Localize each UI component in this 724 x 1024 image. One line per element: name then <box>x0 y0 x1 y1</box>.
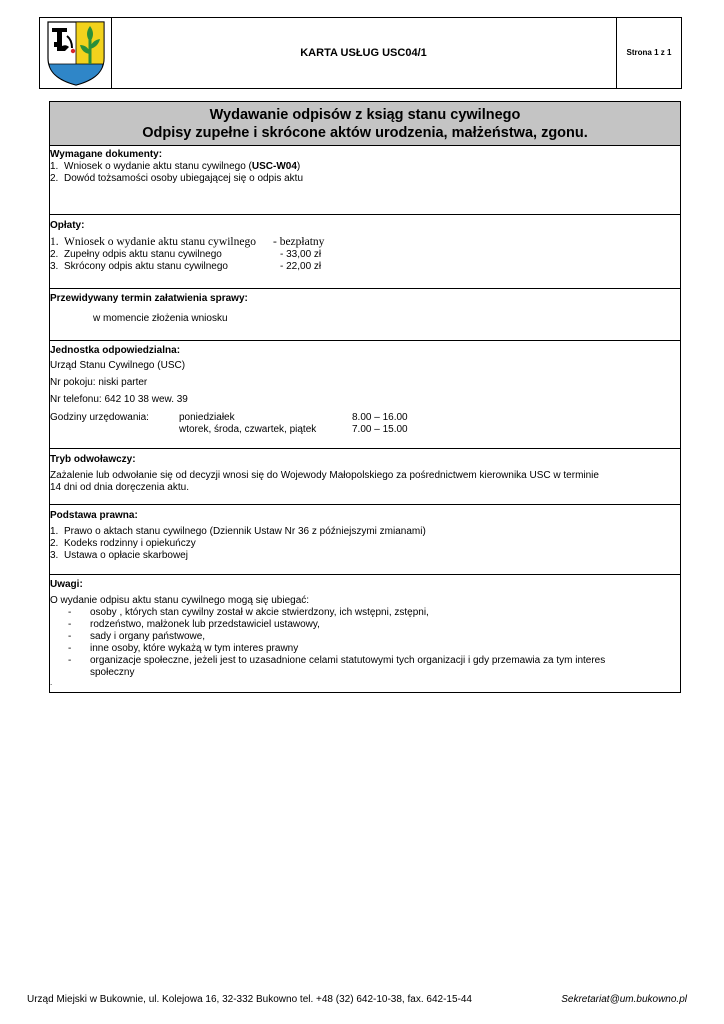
required-documents-section <box>50 149 680 185</box>
notes-heading: Uwagi: <box>50 579 83 590</box>
appeal-text: 14 dni od dnia doręczenia aktu. <box>50 482 189 493</box>
fee-row: 1. Wniosek o wydanie aktu stanu cywilnego - bezpłatny <box>50 236 325 248</box>
list-item: 1. Prawo o aktach stanu cywilnego (Dziennik Ustaw Nr 36 z późniejszymi zmianami) <box>50 526 426 537</box>
notes-section <box>50 579 680 687</box>
fee-row: 3. Skrócony odpis aktu stanu cywilnego - 22,00 zł <box>50 261 322 272</box>
office-days: poniedziałek <box>179 412 235 423</box>
deadline-heading: Przewidywany termin załatwienia sprawy: <box>50 293 248 304</box>
deadline-text: w momencie złożenia wniosku <box>93 313 228 324</box>
divider <box>50 504 680 505</box>
footer-email[interactable]: Sekretariat@um.bukowno.pl <box>561 994 687 1005</box>
office-days: wtorek, środa, czwartek, piątek <box>179 424 317 435</box>
office-hours <box>50 412 680 436</box>
divider <box>50 448 680 449</box>
list-item: 2. Dowód tożsamości osoby ubiegającej się o odpis aktu <box>50 173 304 184</box>
room-number: Nr pokoju: niski parter <box>50 377 148 388</box>
list-item-continuation: społeczny <box>90 667 135 678</box>
legal-basis-heading: Podstawa prawna: <box>50 510 138 521</box>
phone-number: Nr telefonu: 642 10 38 wew. 39 <box>50 394 188 405</box>
fee-row: 2. Zupełny odpis aktu stanu cywilnego - 33,00 zł <box>50 249 322 260</box>
divider <box>50 340 680 341</box>
list-item: - osoby , których stan cywilny został w akcie stwierdzony, ich wstępni, zstępni, <box>68 607 429 618</box>
divider <box>50 288 680 289</box>
appeal-text: Zażalenie lub odwołanie się od decyzji wnosi się do Wojewody Małopolskiego za pośrednictwem kierownika USC w terminie <box>50 470 599 481</box>
office-time: 7.00 – 15.00 <box>352 424 408 435</box>
service-title-block <box>50 102 680 146</box>
fees-section <box>50 220 680 273</box>
appeal-section <box>50 454 680 494</box>
list-item: - inne osoby, które wykażą w tym interes prawny <box>68 643 299 654</box>
logo-cell <box>40 18 112 88</box>
responsible-unit-section <box>50 345 680 436</box>
card-title: KARTA USŁUG USC04/1 <box>111 18 617 88</box>
header-table <box>39 17 682 89</box>
divider <box>50 574 680 575</box>
footer <box>27 994 687 1005</box>
fees-heading: Opłaty: <box>50 220 85 231</box>
unit-name: Urząd Stanu Cywilnego (USC) <box>50 360 186 371</box>
office-hours-label: Godziny urzędowania: <box>50 412 149 423</box>
divider <box>50 214 680 215</box>
list-item: 2. Kodeks rodzinny i opiekuńczy <box>50 538 196 549</box>
office-time: 8.00 – 16.00 <box>352 412 408 423</box>
responsible-unit-heading: Jednostka odpowiedzialna: <box>50 345 181 356</box>
list-item: - rodzeństwo, małżonek lub przedstawiciel ustawowy, <box>68 619 320 630</box>
list-item: 3. Ustawa o opłacie skarbowej <box>50 550 188 561</box>
list-item: - organizacje społeczne, jeżeli jest to uzasadnione celami statutowymi tych organizacji i gdy przemawia za tym interes <box>68 655 606 666</box>
list-item: 1. Wniosek o wydanie aktu stanu cywilnego (USC-W04) <box>50 161 301 172</box>
bukowno-coat-of-arms-icon <box>45 20 107 86</box>
service-card <box>49 101 681 693</box>
footer-address: Urząd Miejski w Bukownie, ul. Kolejowa 16, 32-332 Bukowno tel. +48 (32) 642-10-38, fax. 642-15-44 <box>27 994 472 1005</box>
required-documents-heading: Wymagane dokumenty: <box>50 149 163 160</box>
notes-intro: O wydanie odpisu aktu stanu cywilnego mogą się ubiegać: <box>50 595 310 606</box>
service-title: Wydawanie odpisów z ksiąg stanu cywilnego <box>209 107 521 123</box>
deadline-section <box>50 293 680 325</box>
list-item: - sady i organy państwowe, <box>68 631 206 642</box>
page-number: Strona 1 z 1 <box>626 48 672 57</box>
appeal-heading: Tryb odwoławczy: <box>50 454 136 465</box>
service-subtitle: Odpisy zupełne i skrócone aktów urodzenia, małżeństwa, zgonu. <box>142 125 588 141</box>
trailing-mark: . <box>50 678 53 687</box>
legal-basis-section <box>50 510 680 562</box>
